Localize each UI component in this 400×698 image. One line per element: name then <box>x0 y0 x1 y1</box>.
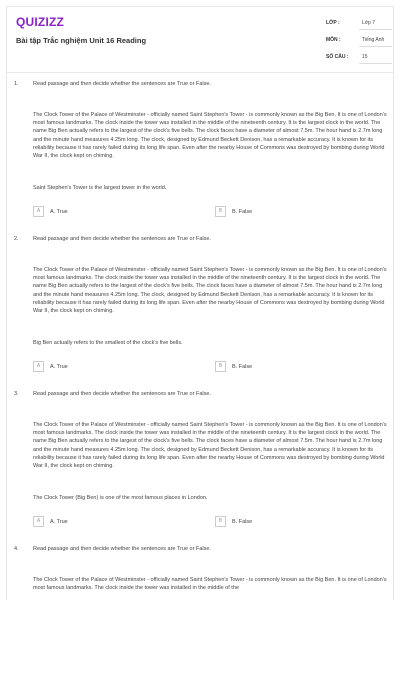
option-letter-box: B <box>215 516 226 527</box>
meta-count-key: SỐ CÂU : <box>326 54 349 60</box>
question-statement: The Clock Tower (Big Ben) is one of the most famous places in London. <box>33 495 208 501</box>
option-b[interactable] <box>215 361 252 372</box>
question-number: 3. <box>14 391 19 397</box>
option-label: A. True <box>50 208 68 215</box>
option-letter-box: A <box>33 206 44 217</box>
option-label: B. False <box>232 518 253 525</box>
reading-passage: The Clock Tower of the Palace of Westminster - officially named Saint Stephen's Tower - is commonly known as the Big Ben. It is one of London's most famous landmarks. The clock inside the tower was installed in the middle of the <box>33 577 387 592</box>
option-label: A. True <box>50 363 68 370</box>
meta-grade-key: LỚP : <box>326 20 340 26</box>
option-label: B. False <box>232 208 253 215</box>
option-letter-box: A <box>33 516 44 527</box>
question-4 <box>0 543 400 698</box>
meta-divider <box>359 29 392 30</box>
question-number: 1. <box>14 81 19 87</box>
question-number: 4. <box>14 546 19 552</box>
quizizz-logo: QUIZIZZ <box>16 15 65 29</box>
question-instruction: Read passage and then decide whether the sentences are True or False. <box>33 81 211 87</box>
worksheet-title: Bài tập Trắc nghiệm Unit 16 Reading <box>16 36 147 45</box>
reading-passage: The Clock Tower of the Palace of Westminster - officially named Saint Stephen's Tower - is commonly known as the Big Ben. It is one of London's most famous landmarks. The clock inside the tower was installed in the middle of the nineteenth century. It is the largest clock in the world. The name Big Ben actually refers to the largest of the clock's five bells. The clock faces have a diameter of almost 7.5m. The hour hand is 2.7m long and the minute hand measures 4.25m long. The clock, designed by Edmund Beckett Denison, has a remarkable accuracy. It is known for its reliability because it has rarely failed during its long life span. Even after the nearby House of Commons was destroyed by bombing during World War II, the clock kept on chiming. <box>33 112 387 160</box>
meta-divider <box>359 46 392 47</box>
header-divider <box>6 72 394 73</box>
option-letter-box: B <box>215 206 226 217</box>
option-a[interactable] <box>33 206 68 217</box>
meta-subject-key: MÔN : <box>326 37 341 43</box>
question-instruction: Read passage and then decide whether the sentences are True or False. <box>33 391 211 397</box>
option-a[interactable] <box>33 361 68 372</box>
option-label: A. True <box>50 518 68 525</box>
reading-passage: The Clock Tower of the Palace of Westminster - officially named Saint Stephen's Tower - is commonly known as the Big Ben. It is one of London's most famous landmarks. The clock inside the tower was installed in the middle of the nineteenth century. It is the largest clock in the world. The name Big Ben actually refers to the largest of the clock's five bells. The clock faces have a diameter of almost 7.5m. The hour hand is 2.7m long and the minute hand measures 4.25m long. The clock, designed by Edmund Beckett Denison, has a remarkable accuracy. It is known for its reliability because it has rarely failed during its long life span. Even after the nearby House of Commons was destroyed by bombing during World War II, the clock kept on chiming. <box>33 422 387 470</box>
meta-subject <box>314 32 392 49</box>
option-b[interactable] <box>215 206 252 217</box>
question-number: 2. <box>14 236 19 242</box>
option-b[interactable] <box>215 516 252 527</box>
option-letter-box: A <box>33 361 44 372</box>
question-statement: Big Ben actually refers to the smallest of the clock's five bells. <box>33 340 183 346</box>
meta-count <box>314 49 392 66</box>
meta-count-value: 15 <box>362 54 368 60</box>
meta-subject-value: Tiếng Anh <box>362 37 385 43</box>
worksheet-meta <box>314 15 392 66</box>
question-list <box>0 78 400 698</box>
meta-grade-value: Lớp 7 <box>362 20 376 26</box>
question-statement: Saint Stephen's Tower is the largest tower in the world. <box>33 185 167 191</box>
question-instruction: Read passage and then decide whether the sentences are True or False. <box>33 546 211 552</box>
reading-passage: The Clock Tower of the Palace of Westminster - officially named Saint Stephen's Tower - is commonly known as the Big Ben. It is one of London's most famous landmarks. The clock inside the tower was installed in the middle of the nineteenth century. It is the largest clock in the world. The name Big Ben actually refers to the largest of the clock's five bells. The clock faces have a diameter of almost 7.5m. The hour hand is 2.7m long and the minute hand measures 4.25m long. The clock, designed by Edmund Beckett Denison, has a remarkable accuracy. It is known for its reliability because it has rarely failed during its long life span. Even after the nearby House of Commons was destroyed by bombing during World War II, the clock kept on chiming. <box>33 267 387 315</box>
question-3 <box>0 388 400 543</box>
question-2 <box>0 233 400 388</box>
worksheet-header <box>6 6 394 68</box>
option-a[interactable] <box>33 516 68 527</box>
question-1 <box>0 78 400 233</box>
meta-divider <box>359 63 392 64</box>
option-letter-box: B <box>215 361 226 372</box>
option-label: B. False <box>232 363 253 370</box>
meta-grade <box>314 15 392 32</box>
question-instruction: Read passage and then decide whether the sentences are True or False. <box>33 236 211 242</box>
